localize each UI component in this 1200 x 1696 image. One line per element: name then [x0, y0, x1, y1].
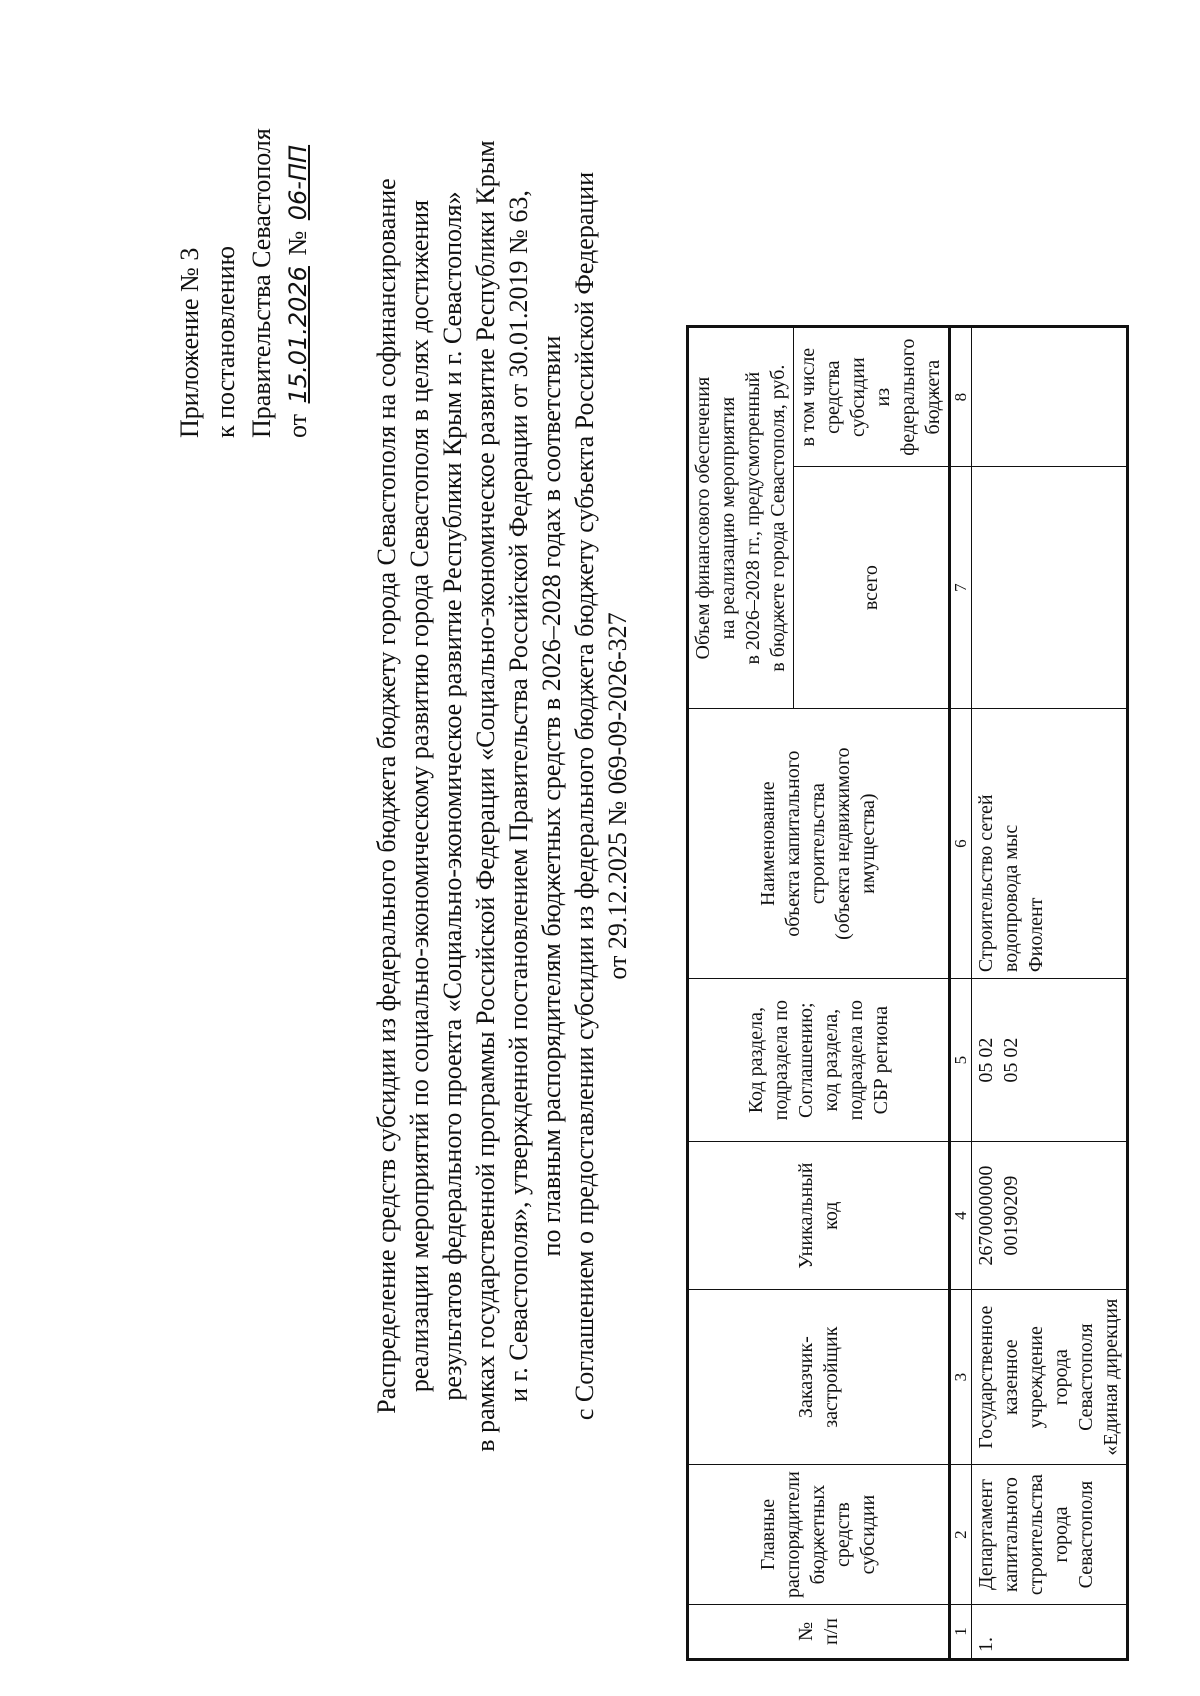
- column-number: 7: [950, 467, 972, 709]
- column-number: 5: [950, 979, 972, 1142]
- number-label: №: [283, 230, 312, 256]
- title-line: в рамках государственной программы Российской Федерации «Социально-экономическое развитие Республики Крым: [471, 140, 500, 1452]
- title-line: реализации мероприятий по социально-экономическому развитию города Севастополя в целях достижения: [405, 199, 434, 1393]
- appendix-date-line: [280, 18, 316, 438]
- appendix-line-3: Правительства Севастополя: [247, 128, 276, 438]
- document-title: [370, 0, 634, 1606]
- cell-customer: Государственное казенное учреждение города Севастополя «Единая дирекция: [972, 1290, 1128, 1465]
- appendix-block: [172, 18, 316, 438]
- table-row: [972, 327, 1128, 1660]
- cell-federal: [972, 327, 1128, 467]
- header-col-8: в том числе средства субсидии из федерального бюджета: [794, 327, 950, 467]
- handwritten-number: 06-ПП: [284, 144, 312, 221]
- column-number: 4: [950, 1142, 972, 1290]
- title-line: с Соглашением о предоставлении субсидии из федерального бюджета бюджету субъекта Российской Федерации: [570, 171, 599, 1421]
- cell-unique-code: 2670000000 00190209: [972, 1142, 1128, 1290]
- header-col-2: Главные распорядители бюджетных средств субсидии: [688, 1465, 950, 1605]
- header-col-6: Наименование объекта капитального строительства (объекта недвижимого имущества): [688, 709, 950, 979]
- title-line: и г. Севастополя», утвержденной постановлением Правительства Российской Федерации от 30.01.2019 № 63,: [504, 190, 533, 1402]
- header-col-7: всего: [794, 467, 950, 709]
- cell-total: [972, 467, 1128, 709]
- header-group-financing: Объем финансового обеспечения на реализацию мероприятия в 2026–2028 гг., предусмотренный в бюджете города Севастополя, руб.: [688, 327, 794, 709]
- column-number: 6: [950, 709, 972, 979]
- row-number: 1.: [972, 1605, 1128, 1660]
- header-col-3: Заказчик- застройщик: [688, 1290, 950, 1465]
- column-number: 2: [950, 1465, 972, 1605]
- header-col-5: Код раздела, подраздела по Соглашению; код раздела, подраздела по СБР региона: [688, 979, 950, 1142]
- cell-section-codes: 05 02 05 02: [972, 979, 1128, 1142]
- title-line: по главным распорядителям бюджетных средств в 2026–2028 годах в соответствии: [537, 335, 566, 1257]
- column-number: 8: [950, 327, 972, 467]
- from-label: от: [283, 413, 312, 438]
- distribution-table: [686, 325, 1129, 1661]
- appendix-line-2: к постановлению: [211, 245, 240, 438]
- cell-distributor: Департамент капитального строительства города Севастополя: [972, 1465, 1128, 1605]
- header-col-4: Уникальный код: [688, 1142, 950, 1290]
- cell-object-name: Строительство сетей водопровода мыс Фиолент: [972, 709, 1128, 979]
- column-number-row: [950, 327, 972, 1660]
- title-line: от 29.12.2025 № 069-09-2026-327: [603, 612, 632, 980]
- header-col-1: № п/п: [688, 1605, 950, 1660]
- handwritten-date: 15.01.2026: [284, 266, 312, 404]
- column-number: 3: [950, 1290, 972, 1465]
- title-line: результатов федерального проекта «Социально-экономическое развитие Республики Крым и г. Севастополя»: [438, 191, 467, 1401]
- appendix-line-1: Приложение № 3: [175, 247, 204, 438]
- title-line: Распределение средств субсидии из федерального бюджета бюджету города Севастополя на софинансирование: [372, 178, 401, 1414]
- header-row-1: [688, 327, 794, 1660]
- column-number: 1: [950, 1605, 972, 1660]
